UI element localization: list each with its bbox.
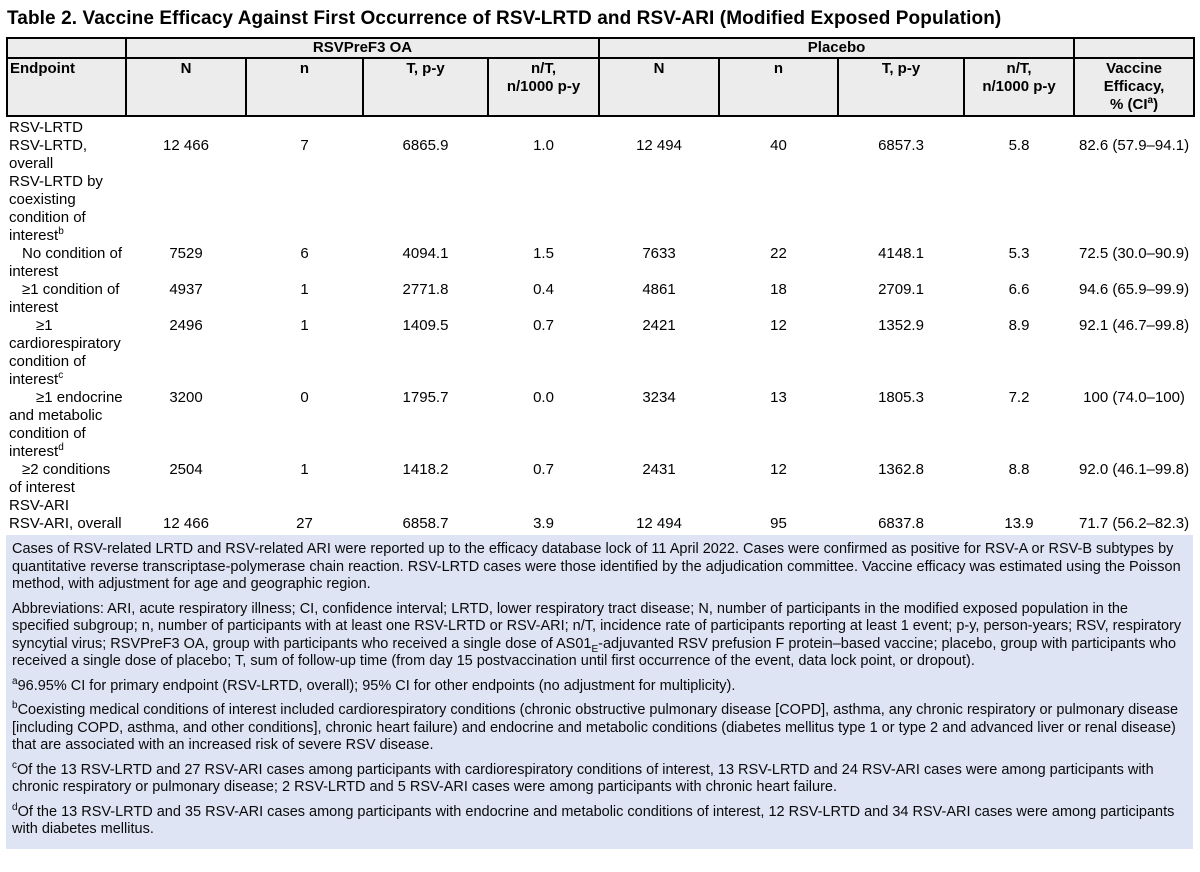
value-cell: 1805.3 <box>878 389 924 406</box>
col-header-vaccine-t-py: T, p-y <box>363 58 488 116</box>
footnote-c: $^c$Of the 13 RSV-LRTD and 27 RSV-ARI cases among participants with cardiorespiratory conditions of interest, 13 RSV-LRTD and 24 RSV-ARI cases were among participants with chronic respiratory or pulmonary disease; 2 RSV-LRTD and 5 RSV-ARI cases were among participants with chronic heart failure. <box>12 759 1154 795</box>
value-cell: 12 466 <box>163 515 209 532</box>
column-header-row <box>7 58 1194 116</box>
value-cell: 4937 <box>169 281 203 298</box>
col-header-placebo-rate <box>964 58 1074 116</box>
ve-cell: 71.7 (56.2–82.3) <box>1079 515 1190 532</box>
value-cell <box>363 497 488 515</box>
col-header-endpoint: Endpoint <box>7 58 126 116</box>
table-row-rsv-ari-overall <box>7 515 1194 533</box>
ve-header-line1: Vaccine <box>1106 60 1162 77</box>
value-cell <box>126 116 246 137</box>
endpoint-cell <box>7 116 126 137</box>
value-cell: 4861 <box>642 281 676 298</box>
endpoint-label: ≥1 condition of interest <box>9 281 120 316</box>
col-header-vaccine-efficacy <box>1074 58 1194 116</box>
footnote-general: Cases of RSV-related LRTD and RSV-related ARI were reported up to the efficacy database lock of 11 April 2022. Cases were confirmed as positive for RSV-A or RSV-B subtypes by quantitative reverse transcriptase-polymerase chain reaction. RSV-LRTD cases were those identified by the adjudication committee. Vaccine efficacy was estimated using the Poisson method, with adjustment for age and geographic region. <box>12 541 1181 592</box>
value-cell: 12 494 <box>636 137 682 154</box>
value-cell: 7633 <box>642 245 676 262</box>
value-cell: 13 <box>770 389 787 406</box>
endpoint-label: RSV-LRTD, overall <box>9 137 88 172</box>
endpoint-cell <box>7 173 126 245</box>
value-cell: 2496 <box>169 317 203 334</box>
value-cell <box>246 116 363 137</box>
endpoint-cell <box>7 281 126 317</box>
value-cell: 2504 <box>169 461 203 478</box>
value-cell <box>488 497 599 515</box>
value-cell: 7 <box>300 137 309 154</box>
blank-header-cell <box>1074 38 1194 58</box>
value-cell: 4094.1 <box>402 245 449 262</box>
value-cell: 0.7 <box>533 461 554 478</box>
footnote-marker-d: d <box>12 801 18 813</box>
value-cell: 1352.9 <box>878 317 924 334</box>
ve-cell: 82.6 (57.9–94.1) <box>1079 137 1190 154</box>
footnote-marker: b <box>58 226 64 237</box>
value-cell: 0.0 <box>533 389 554 406</box>
value-cell: 1 <box>300 461 309 478</box>
endpoint-cell <box>7 515 126 533</box>
value-cell: 6865.9 <box>402 137 449 154</box>
value-cell: 2709.1 <box>878 281 924 298</box>
table-title: Table 2. Vaccine Efficacy Against First Occurrence of RSV-LRTD and RSV-ARI (Modified Exposed Population) <box>7 8 1002 29</box>
table-row-endocrine-metabolic <box>7 389 1194 461</box>
value-cell: 2771.8 <box>402 281 449 298</box>
endpoint-label: RSV-ARI <box>9 497 70 514</box>
value-cell: 6857.3 <box>878 137 924 154</box>
value-cell: 1 <box>300 317 309 334</box>
endpoint-cell <box>7 389 126 461</box>
group-header-row <box>7 38 1194 58</box>
table-row-rsv-lrtd-overall <box>7 137 1194 173</box>
table-row-rsv-lrtd-coexisting-section <box>7 173 1194 245</box>
value-cell <box>838 173 964 245</box>
endpoint-label: No condition of interest <box>9 245 123 280</box>
value-cell: 12 <box>770 317 787 334</box>
value-cell: 40 <box>770 137 787 154</box>
endpoint-label: RSV-LRTD <box>9 119 83 136</box>
value-cell: 0.7 <box>533 317 554 334</box>
value-cell: 8.8 <box>1008 461 1030 478</box>
ve-cell: 72.5 (30.0–90.9) <box>1079 245 1190 262</box>
endpoint-cell <box>7 245 126 281</box>
value-cell: 27 <box>296 515 313 532</box>
value-cell: 1795.7 <box>402 389 449 406</box>
value-cell <box>126 497 246 515</box>
endpoint-cell <box>7 497 126 515</box>
value-cell: 1409.5 <box>402 317 449 334</box>
rate-header-line1: n/T, <box>1006 60 1032 77</box>
efficacy-table <box>6 37 1195 533</box>
table-header <box>7 38 1194 116</box>
rate-header-line2: n/1000 p-y <box>506 78 581 95</box>
value-cell: 3.9 <box>533 515 554 532</box>
value-cell: 4148.1 <box>878 245 924 262</box>
value-cell <box>599 497 719 515</box>
value-cell: 12 466 <box>163 137 209 154</box>
table-row-ge1-condition <box>7 281 1194 317</box>
value-cell <box>363 173 488 245</box>
table-body <box>7 116 1194 533</box>
endpoint-cell <box>7 137 126 173</box>
col-header-placebo-n: n <box>719 58 838 116</box>
footnote-marker-a: a <box>12 675 18 687</box>
value-cell: 95 <box>770 515 787 532</box>
placebo-group-header: Placebo <box>599 38 1074 58</box>
value-cell <box>719 173 838 245</box>
value-cell: 22 <box>770 245 787 262</box>
endpoint-label: RSV-ARI, overall <box>9 515 122 532</box>
col-header-vaccine-rate <box>488 58 599 116</box>
value-cell: 0.4 <box>533 281 554 298</box>
value-cell: 1 <box>300 281 309 298</box>
footnote-marker: c <box>58 370 64 381</box>
col-header-placebo-N: N <box>599 58 719 116</box>
endpoint-label: ≥2 conditions of interest <box>9 461 111 496</box>
footnote-a: $^a$96.95% CI for primary endpoint (RSV-LRTD, overall); 95% CI for other endpoints (no adjustment for multiplicity). <box>12 675 736 694</box>
value-cell <box>246 497 363 515</box>
value-cell: 5.3 <box>1008 245 1030 262</box>
value-cell: 6837.8 <box>878 515 924 532</box>
value-cell <box>838 497 964 515</box>
value-cell <box>126 173 246 245</box>
value-cell: 1.5 <box>533 245 554 262</box>
footnote-marker-c: c <box>12 759 17 771</box>
value-cell: 1.0 <box>533 137 554 154</box>
footnote-marker-a: a <box>1147 95 1154 106</box>
ve-header-line3: % $(CI^a)$ <box>1110 95 1159 113</box>
value-cell <box>599 116 719 137</box>
blank-header-cell <box>7 38 126 58</box>
footnote-marker: d <box>58 442 64 453</box>
value-cell: 3234 <box>642 389 676 406</box>
ve-cell: 100 (74.0–100) <box>1083 389 1185 406</box>
rate-header-line1: n/T, <box>531 60 556 77</box>
value-cell <box>488 173 599 245</box>
value-cell: 6 <box>300 245 309 262</box>
value-cell <box>964 116 1074 137</box>
endpoint-label: RSV-LRTD by coexisting condition of interest <box>9 173 103 244</box>
endpoint-cell <box>7 317 126 389</box>
table-row-cardiorespiratory <box>7 317 1194 389</box>
value-cell: 5.8 <box>1008 137 1030 154</box>
value-cell: 2421 <box>642 317 676 334</box>
table-row-rsv-lrtd-section <box>7 116 1194 137</box>
endpoint-label: ≥1 endocrine and metabolic condition of interest <box>9 389 123 460</box>
value-cell <box>838 116 964 137</box>
endpoint-label: ≥1 cardiorespiratory condition of interest <box>9 317 121 388</box>
value-cell: 1418.2 <box>402 461 449 478</box>
table-row-ge2-conditions <box>7 461 1194 497</box>
ve-cell: 94.6 (65.9–99.9) <box>1079 281 1190 298</box>
ve-cell <box>1074 173 1194 245</box>
value-cell <box>599 173 719 245</box>
footnotes-block <box>6 535 1193 849</box>
value-cell: 13.9 <box>1004 515 1034 532</box>
value-cell: 6.6 <box>1008 281 1030 298</box>
value-cell: 7.2 <box>1008 389 1030 406</box>
value-cell: 2431 <box>642 461 676 478</box>
value-cell: 18 <box>770 281 787 298</box>
ve-cell <box>1074 116 1194 137</box>
value-cell: 12 <box>770 461 787 478</box>
col-header-placebo-t-py: T, p-y <box>838 58 964 116</box>
value-cell: 3200 <box>169 389 203 406</box>
value-cell: 8.9 <box>1008 317 1030 334</box>
ve-header-line2: Efficacy, <box>1103 78 1165 95</box>
value-cell: 1362.8 <box>878 461 924 478</box>
value-cell: 0 <box>300 389 309 406</box>
value-cell <box>964 497 1074 515</box>
value-cell: 6858.7 <box>402 515 449 532</box>
footnote-b: $^b$Coexisting medical conditions of interest included cardiorespiratory conditions (chronic obstructive pulmonary disease [COPD], asthma, any chronic respiratory or pulmonary disease [including COPD, asthma, and other conditions], chronic heart failure) and endocrine and metabolic conditions (diabetes mellitus type 1 or type 2 and advanced liver or renal disease) that are associated with an increased risk of severe RSV disease. <box>12 700 1179 753</box>
value-cell <box>719 116 838 137</box>
value-cell <box>488 116 599 137</box>
value-cell <box>363 116 488 137</box>
col-header-vaccine-N: N <box>126 58 246 116</box>
footnote-abbreviations: Abbreviations: ARI, acute respiratory illness; CI, confidence interval; LRTD, lower respiratory tract disease; N, number of participants in the modified exposed population in the specified subgroup; n, number of participants with at least one RSV-LRTD or RSV-ARI; n/T, incidence rate of participants reporting at least 1 event; p-y, person-years; RSV, respiratory syncytial virus; RSVPreF3 OA, group with participants who received a single dose of $AS01_E$-adjuvanted RSV prefusion F protein–based vaccine; placebo, group with participants who received a single dose of placebo; T, sum of follow-up time (from day 15 postvaccination until first occurrence of the event, data lock point, or dropout). <box>12 600 1182 669</box>
value-cell: 7529 <box>169 245 203 262</box>
value-cell <box>719 497 838 515</box>
value-cell <box>964 173 1074 245</box>
as01e-subscript: E <box>591 643 599 655</box>
table-row-no-condition <box>7 245 1194 281</box>
ve-cell <box>1074 497 1194 515</box>
rate-header-line2: n/1000 p-y <box>982 78 1056 95</box>
footnote-d: $^d$Of the 13 RSV-LRTD and 35 RSV-ARI cases among participants with endocrine and metabolic conditions of interest, 12 RSV-LRTD and 34 RSV-ARI cases were among participants with diabetes mellitus. <box>12 801 1175 837</box>
ve-cell: 92.1 (46.7–99.8) <box>1079 317 1190 334</box>
vaccine-group-header: RSVPreF3 OA <box>126 38 599 58</box>
endpoint-cell <box>7 461 126 497</box>
table-row-rsv-ari-section <box>7 497 1194 515</box>
value-cell <box>246 173 363 245</box>
value-cell: 12 494 <box>636 515 682 532</box>
ve-cell: 92.0 (46.1–99.8) <box>1079 461 1190 478</box>
col-header-vaccine-n: n <box>246 58 363 116</box>
footnote-marker-b: b <box>12 700 18 712</box>
